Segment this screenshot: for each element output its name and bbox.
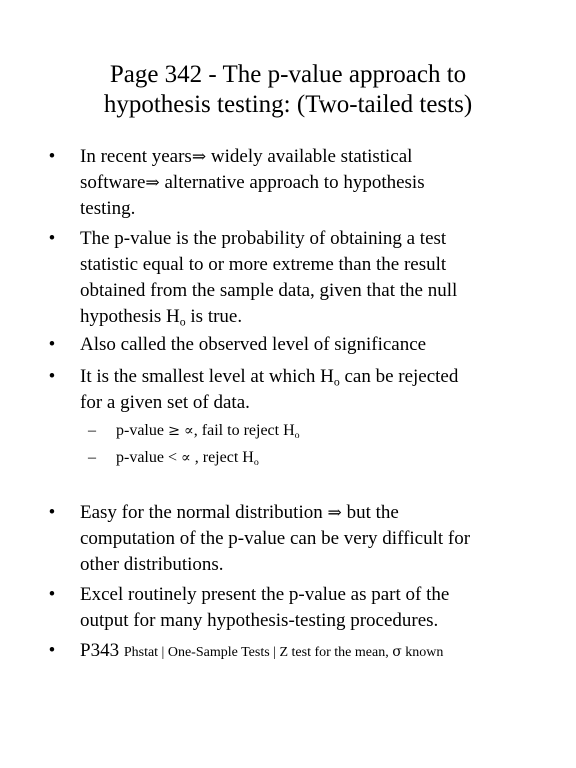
subscript: o — [253, 456, 259, 468]
subscript: o — [294, 429, 300, 441]
bullet-marker: • — [48, 502, 56, 523]
bullet-item — [48, 638, 550, 666]
text-run: p-value < — [116, 449, 181, 466]
page-title — [40, 60, 536, 120]
text-run: , fail to reject H — [193, 422, 295, 439]
text-run: is true. — [185, 306, 243, 327]
alpha-symbol: ∝ — [181, 450, 191, 466]
bullet-line: testing. — [80, 198, 136, 219]
text-run: Phstat | One-Sample Tests | Z test for the mean, — [123, 645, 393, 660]
bullet-marker: • — [48, 334, 56, 355]
text-run: It is the smallest level at which H — [80, 366, 334, 387]
bullet-line — [80, 638, 550, 666]
text-run: Easy for the normal distribution — [80, 502, 328, 523]
text-run: can be rejected — [339, 366, 459, 387]
sigma-symbol: σ — [392, 644, 402, 660]
bullet-item — [48, 364, 540, 416]
bullet-marker: • — [48, 366, 56, 387]
bullet-item — [48, 226, 540, 330]
title-line-2: hypothesis testing: (Two-tailed tests) — [103, 91, 473, 118]
text-run: known — [401, 645, 444, 660]
text-run: widely available statistical — [206, 146, 413, 167]
title-line-1: Page 342 - The p-value approach to — [109, 61, 467, 88]
bullet-line: obtained from the sample data, given that the null — [80, 280, 458, 301]
bullet-marker: • — [48, 146, 56, 167]
bullet-line: computation of the p-value can be very difficult for — [80, 528, 471, 549]
bullet-marker: • — [48, 228, 56, 249]
bullet-item — [48, 332, 540, 358]
implies-arrow-icon: ⇒ — [191, 147, 207, 167]
dash-marker: – — [88, 422, 96, 439]
bullet-line — [80, 170, 540, 196]
bullet-line: Also called the observed level of significance — [80, 334, 427, 355]
text-run: hypothesis H — [80, 306, 180, 327]
bullet-item — [48, 582, 540, 634]
bullet-marker: • — [48, 584, 56, 605]
bullet-line — [80, 500, 540, 526]
implies-arrow-icon: ⇒ — [327, 503, 342, 523]
bullet-line — [80, 364, 540, 390]
implies-arrow-icon: ⇒ — [145, 173, 160, 193]
bullet-item — [48, 144, 540, 222]
text-run: alternative approach to hypothesis — [159, 172, 425, 193]
bullet-line: statistic equal to or more extreme than the result — [80, 254, 447, 275]
sub-bullet-item — [88, 420, 536, 442]
text-run: In recent years — [80, 146, 192, 167]
bullet-item — [48, 500, 540, 578]
sub-bullet-item — [88, 447, 536, 469]
text-run: , reject H — [190, 449, 254, 466]
bullet-line — [80, 144, 540, 170]
text-run: p-value — [116, 422, 168, 439]
alpha-symbol: ∝ — [184, 423, 194, 439]
bullet-line: other distributions. — [80, 554, 224, 575]
subscript: o — [333, 375, 340, 389]
subscript: o — [179, 315, 186, 329]
text-run: but the — [341, 502, 399, 523]
greater-equal-symbol: ≥ — [167, 423, 181, 439]
text-run: software — [80, 172, 146, 193]
bullet-line: Excel routinely present the p-value as part of the — [80, 584, 450, 605]
bullet-line: for a given set of data. — [80, 392, 250, 413]
text-run: P343 — [80, 640, 124, 661]
bullet-line: The p-value is the probability of obtaining a test — [80, 228, 447, 249]
bullet-line — [80, 304, 540, 330]
bullet-marker: • — [48, 640, 56, 661]
bullet-line: output for many hypothesis-testing procedures. — [80, 610, 439, 631]
dash-marker: – — [88, 449, 96, 466]
